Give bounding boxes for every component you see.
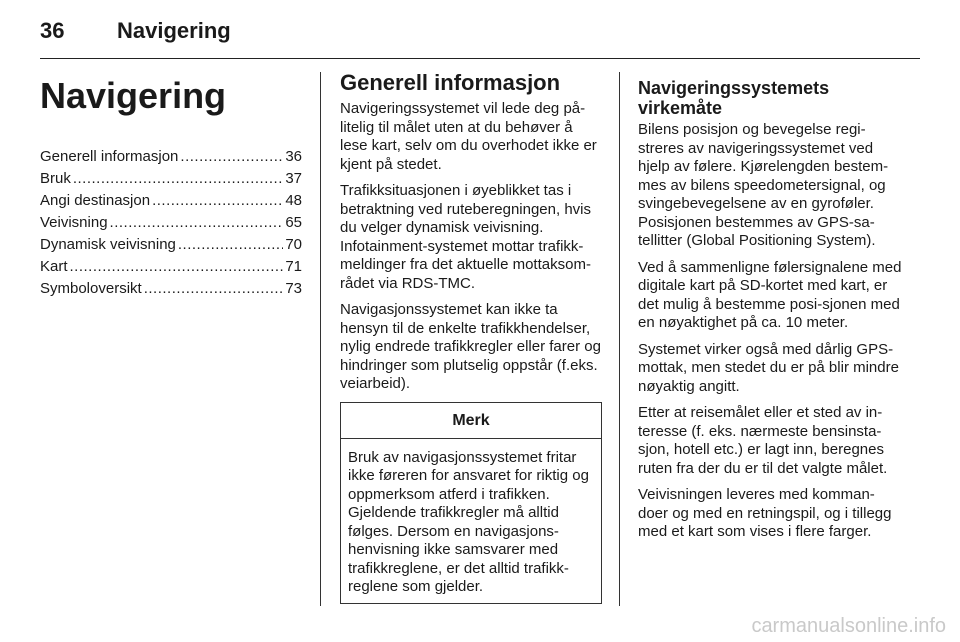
toc-item[interactable] <box>40 168 302 190</box>
toc-leader <box>180 146 283 168</box>
body-paragraph: Trafikksituasjonen i øyeblikket tas i betraktning ved ruteberegningen, hvis du velger dynamisk veivisning. Infotainment-systemet mottar trafikk-meldinger fra det aktuelle mottaksom-rådet via RDS-TMC. <box>340 182 592 292</box>
toc-item[interactable] <box>40 278 302 300</box>
watermark: carmanualsonline.info <box>751 615 946 637</box>
body-paragraph: Veivisningen leveres med komman-doer og med en retningspil, og i tillegg med et kart som vises i flere farger. <box>638 486 892 540</box>
toc-leader <box>178 234 283 256</box>
body-paragraph: Etter at reisemålet eller et sted av in-teresse (f. eks. nærmeste bensinsta-sjon, hotell etc.) er lagt inn, beregnes ruten fra der du er til det valgte målet. <box>638 404 888 477</box>
toc-item-title: Kart <box>40 258 68 275</box>
toc-item[interactable] <box>40 190 302 212</box>
toc-item[interactable] <box>40 212 302 234</box>
toc-item-page: 48 <box>285 192 302 209</box>
note-box <box>340 402 602 604</box>
toc-leader <box>110 212 284 234</box>
toc-item-title: Dynamisk veivisning <box>40 236 176 253</box>
toc-item-title: Angi destinasjon <box>40 192 151 209</box>
page-number: 36 <box>40 18 65 43</box>
toc-item-title: Symboloversikt <box>40 280 142 297</box>
body-paragraph: Ved å sammenligne følersignalene med digitale kart på SD-kortet med kart, er det mulig å bestemme posi-sjonen med en nøyaktighet på ca. 10 meter. <box>638 258 902 331</box>
toc-leader <box>70 256 284 278</box>
right-column <box>638 70 902 550</box>
toc-leader <box>73 168 283 190</box>
header-divider <box>40 58 920 59</box>
note-text: Bruk av navigasjonssystemet fritar ikke føreren for ansvaret for riktig og oppmerksom atferd i trafikken. Gjeldende trafikkregler må alltid følges. Dersom en navigasjons-henvisning ikke samsvarer med trafikkreglene, er det alltid trafikk-reglene som gjelder. <box>348 448 589 595</box>
toc-item-page: 70 <box>285 236 302 253</box>
toc-item-title: Bruk <box>40 170 71 187</box>
page-header <box>40 18 920 48</box>
body-paragraph: Navigasjonssystemet kan ikke ta hensyn til de enkelte trafikkhendelser, nylig endrede trafikkregler eller farer og hindringer som plutselig oppstår (f.eks. veiarbeid). <box>340 301 601 392</box>
section-heading: Navigeringssystemets virkemåte <box>638 78 830 118</box>
toc-item-page: 73 <box>285 280 302 297</box>
toc-item-page: 65 <box>285 214 302 231</box>
table-of-contents <box>40 146 302 300</box>
body-paragraph: Bilens posisjon og bevegelse regi-streres av navigeringssystemet ved hjelp av følere. Kjørelengden bestem-mes av bilens speedometersignal, og svingebevegelsene av en gyroføler. Posisjonen bestemmes av GPS-sa-tellitter (Global Positioning System). <box>638 121 889 249</box>
column-divider <box>320 72 321 606</box>
body-paragraph: Navigeringssystemet vil lede deg på-litelig til målet uten at du behøver å lese kart, selv om du overhodet ikke er kjent på stedet. <box>340 100 597 173</box>
body-paragraph: Systemet virker også med dårlig GPS-mottak, men stedet du er på blir mindre nøyaktig angitt. <box>638 340 899 395</box>
header-title: Navigering <box>117 18 231 43</box>
toc-item-page: 36 <box>285 148 302 165</box>
toc-leader <box>152 190 283 212</box>
toc-item-page: 37 <box>285 170 302 187</box>
left-column <box>40 70 302 300</box>
column-divider <box>619 72 620 606</box>
note-title: Merk <box>341 403 601 439</box>
toc-item[interactable] <box>40 146 302 168</box>
toc-item-page: 71 <box>285 258 302 275</box>
toc-item[interactable] <box>40 256 302 278</box>
toc-item-title: Generell informasjon <box>40 148 179 165</box>
chapter-title: Navigering <box>40 75 227 116</box>
section-heading: Generell informasjon <box>340 70 561 95</box>
middle-column <box>340 70 602 604</box>
toc-leader <box>144 278 284 300</box>
toc-item[interactable] <box>40 234 302 256</box>
toc-item-title: Veivisning <box>40 214 108 231</box>
